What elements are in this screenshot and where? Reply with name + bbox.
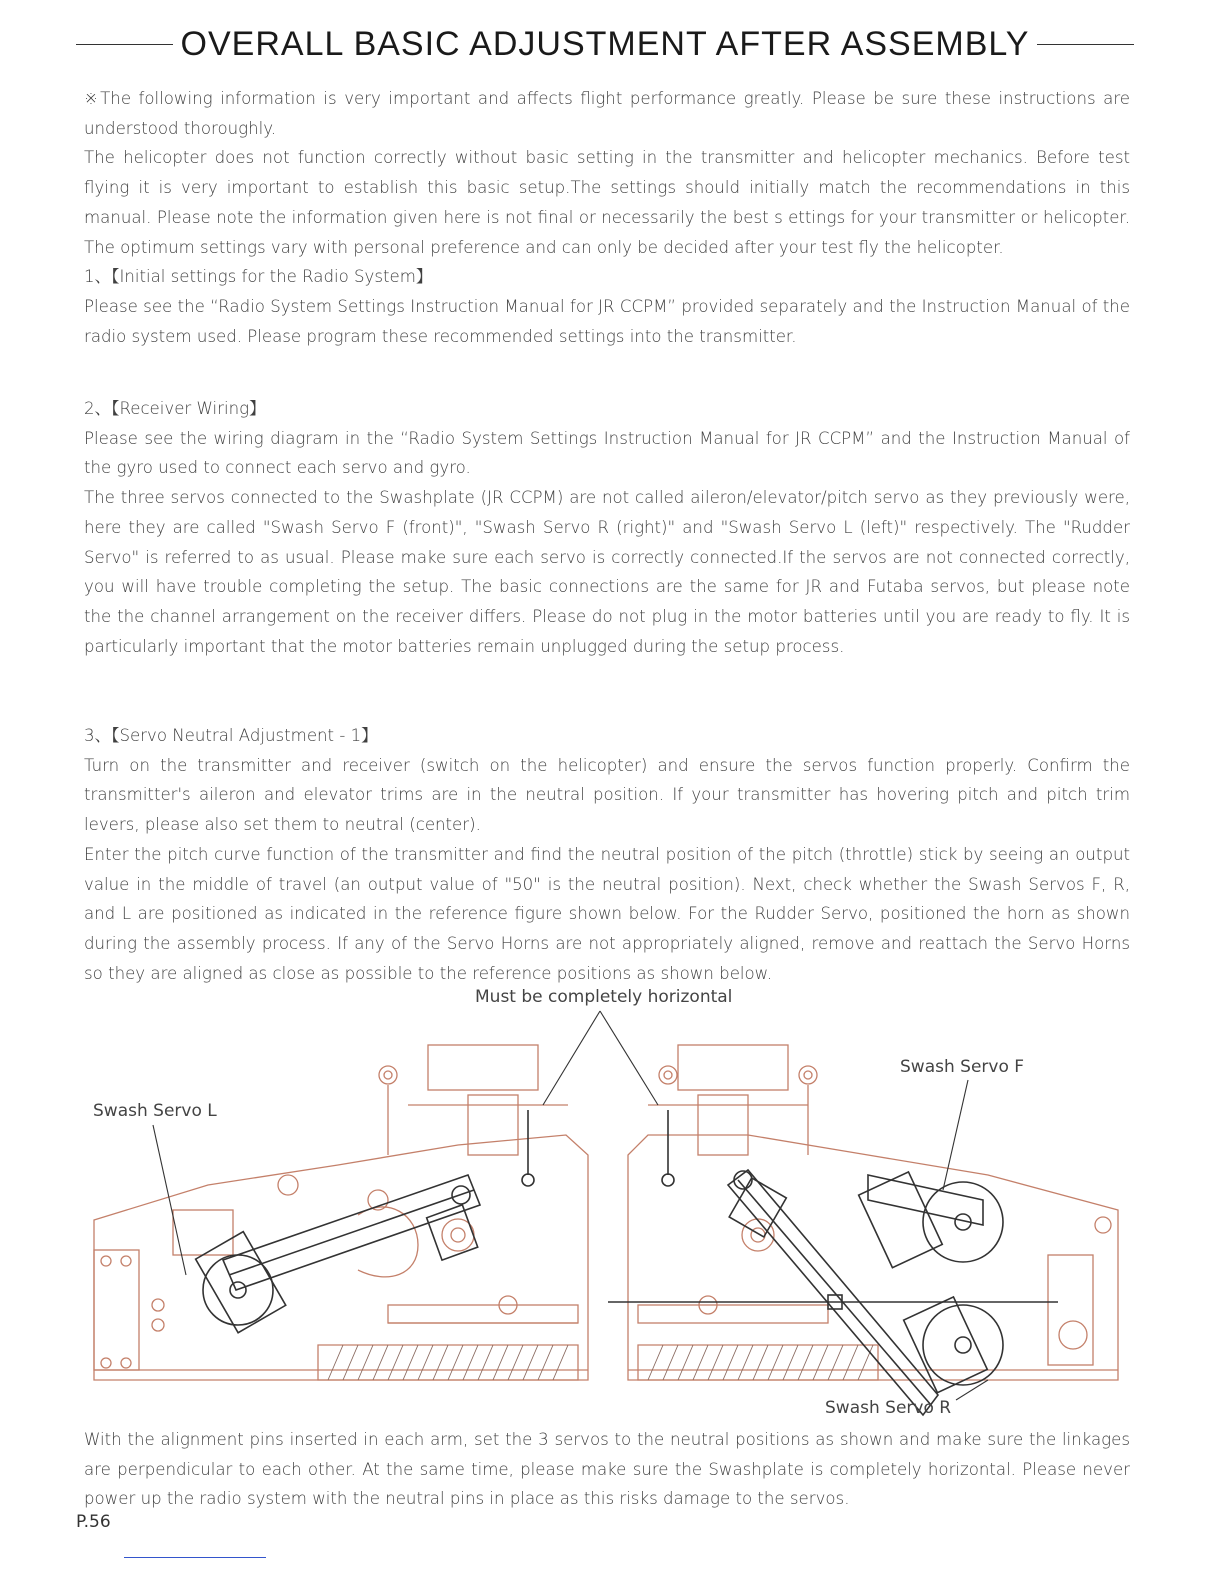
section2-body2: The three servos connected to the Swashplate (JR CCPM) are not called aileron/elevator/pitch servo as they previously were, here they are called "Swash Servo F (front)", "Swash Servo R (right)" and "Swash Servo L (left)" respectively. The "Rudder Servo" is referred to as usual. Please make sure each servo is correctly connected.If the servos are not connected correctly, you will have trouble completing the setup. The basic connections are the same for JR and Futaba servos, but please note the the channel arrangement on the receiver differs. Please do not plug in the motor batteries until you are ready to fly. It is particularly important that the motor batteries remain unplugged during the setup process. [84,488,1130,656]
leader-horizontal-right [600,1011,658,1105]
label-swash-servo-f: Swash Servo F [900,1057,1025,1077]
right-swashplate [678,1045,788,1090]
leader-servo-f [943,1080,968,1190]
servo-neutral-figure [88,985,1134,1425]
left-hatched-base [318,1345,578,1380]
section2-block [84,394,1130,661]
right-frame-outline [628,1135,1118,1380]
label-swash-servo-l: Swash Servo L [93,1101,217,1121]
right-hatched-base [638,1345,878,1380]
footer-rule [124,1557,266,1558]
helicopter-mechanics-drawing [88,985,1134,1425]
leader-servo-r [956,1380,988,1400]
swash-servo-f-body [859,1172,943,1268]
closing-block [84,1425,1130,1514]
section1-body: Please see the “Radio System Settings Instruction Manual for JR CCPM” provided separately and the Instruction Manual of the radio system used. Please program these recommended settings into the transmitter. [84,296,1130,346]
closing-paragraph: With the alignment pins inserted in each arm, set the 3 servos to the neutral positions as shown and make sure the linkages are perpendicular to each other. At the same time, please make sure the Swashplate is completely horizontal. Please never power up the radio system with the neutral pins in place as this risks damage to the servos. [84,1430,1130,1509]
label-must-be-horizontal: Must be completely horizontal [475,987,733,1007]
title-rule-left [76,44,173,45]
section2-body1: Please see the wiring diagram in the “Radio System Settings Instruction Manual for JR CCPM” and the Instruction Manual of the gyro used to connect each servo and gyro. [84,428,1130,478]
section3-block [84,721,1130,988]
label-swash-servo-r: Swash Servo R [825,1398,952,1418]
left-rudder-servo [173,1210,233,1255]
intro-block [84,84,1130,351]
swash-servo-r-body [904,1297,988,1393]
page-number: P.56 [76,1512,111,1532]
section3-heading: 3、【Servo Neutral Adjustment - 1】 [84,726,378,745]
title-rule-right [1037,44,1134,45]
page-title: OVERALL BASIC ADJUSTMENT AFTER ASSEMBLY [180,24,1030,63]
right-servo-arm-bar [728,1170,938,1415]
section1-heading: 1、【Initial settings for the Radio System】 [84,267,433,287]
left-swashplate [428,1045,538,1090]
intro-paragraph: The helicopter does not function correctly without basic setting in the transmitter and helicopter mechanics. Before test flying it is very important to establish this basic setup.The settings should initially match the recommendations in this manual. Please note the information given here is not final or necessarily the best s ettings for your transmitter or helicopter. The optimum settings vary with personal preference and can only be decided after your test fly the helicopter. [84,148,1130,257]
left-frame-outline [94,1135,588,1380]
leader-horizontal-left [543,1011,600,1105]
right-gear [638,1305,828,1323]
section3-body1: Turn on the transmitter and receiver (switch on the helicopter) and ensure the servos function properly. Confirm the transmitter's aileron and elevator trims are in the neutral position. If your transmitter has hovering pitch and pitch trim levers, please also set them to neutral (center). [84,755,1130,835]
page-title-row [76,22,1134,66]
swash-servo-f-horn [923,1182,1003,1262]
left-main-shaft [468,1095,518,1155]
intro-note: ※The following information is very important and affects flight performance greatly. Please be sure these instructions are understood thoroughly. [84,89,1130,138]
left-gear [388,1305,578,1323]
right-main-shaft [698,1095,748,1155]
section2-heading: 2、【Receiver Wiring】 [84,399,266,418]
section3-body2: Enter the pitch curve function of the transmitter and find the neutral position of the pitch (throttle) stick by seeing an output value in the middle of travel (an output value of "50" is the neutral position). Next, check whether the Swash Servos F, R, and L are positioned as indicated in the reference figure shown below. For the Rudder Servo, positioned the horn as shown during the assembly process. If any of the Servo Horns are not appropriately aligned, remove and reattach the Servo Horns so they are aligned as close as possible to the reference positions as shown below. [84,844,1130,983]
